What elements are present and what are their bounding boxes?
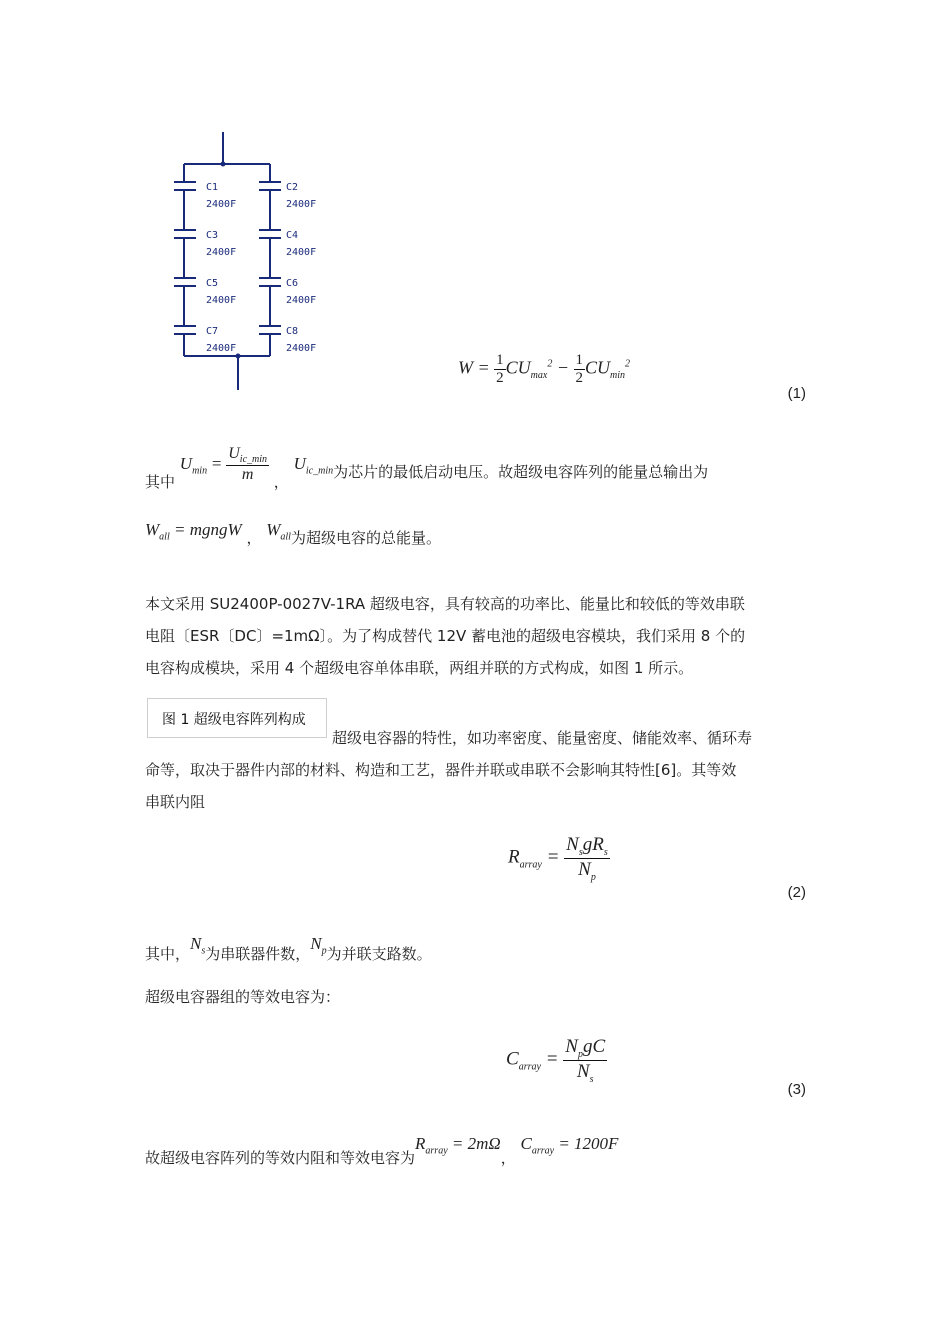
cap-label-c8: C8 (286, 326, 299, 337)
paragraph-ns-np: 其中，$N_s$为串联器件数，$N_p$为并联支路数。 (145, 934, 432, 963)
equation-3-number: (3) (787, 1081, 806, 1098)
paragraph-intro: 本文采用 SU2400P-0027V-1RA 超级电容，具有较高的功率比、能量比和较低的等效串联 电阻〔ESR〔DC〕=1mΩ〕。为了构成替代 12V 蓄电池的超级电容模块，我们采用 8 个的 电容构成模块，采用 4 个超级电容单体串联，两组并联的方式构成，如图 1 所示。 (145, 595, 746, 677)
cap-value-c5: 2400F (206, 295, 237, 306)
paragraph-umin: 其中 $U_{min}$ = $\frac{U_{ic\_min}}{m}$ ， $U_{ic\_min}$为芯片的最低启动电压。故超级电容阵列的能量总输出为 (145, 445, 709, 492)
equation-2: $R_{array}$ = $\frac{N_sgR_s}{N_p}$ (508, 834, 608, 883)
cap-label-c1: C1 (206, 182, 219, 193)
cap-label-c3: C3 (206, 230, 219, 241)
equation-2-number: (2) (787, 884, 806, 901)
paragraph-result: 故超级电容阵列的等效内阻和等效电容为$R_{array} = 2m\Omega$， $C_{array} = 1200F$ (145, 1134, 619, 1167)
figure-1-caption: 图 1 超级电容阵列构成 (147, 698, 327, 738)
paragraph-characteristics: 命等，取决于器件内部的材料、构造和工艺，器件并联或串联不会影响其特性[6]。其等效 串联内阻 (145, 761, 737, 811)
cap-label-c6: C6 (286, 278, 299, 289)
equation-3: $C_{array}$ = $\frac{N_pgC}{N_s}$ (506, 1036, 606, 1085)
cap-value-c7: 2400F (206, 343, 237, 354)
cap-value-c2: 2400F (286, 199, 317, 210)
cap-label-c4: C4 (286, 230, 299, 241)
cap-label-c7: C7 (206, 326, 219, 337)
cap-value-c8: 2400F (286, 343, 317, 354)
equation-1: W = $\frac{1}{2}$ $CU_{max}^2$ − $\frac{1}{2}$ $CU_{min}^2$ (458, 352, 631, 386)
cap-label-c5: C5 (206, 278, 219, 289)
equation-1-number: (1) (787, 385, 806, 402)
paragraph-wall: $W_{all}$ = mgngW ， $W_{all}$为超级电容的总能量。 (145, 520, 441, 547)
capacitor-array-diagram (170, 128, 350, 393)
cap-value-c3: 2400F (206, 247, 237, 258)
paragraph-capacitance: 超级电容器组的等效电容为： (145, 988, 341, 1006)
paragraph-characteristics-line1: 超级电容器的特性，如功率密度、能量密度、储能效率、循环寿 (332, 729, 753, 747)
cap-value-c6: 2400F (286, 295, 317, 306)
cap-value-c1: 2400F (206, 199, 237, 210)
cap-label-c2: C2 (286, 182, 299, 193)
cap-value-c4: 2400F (286, 247, 317, 258)
